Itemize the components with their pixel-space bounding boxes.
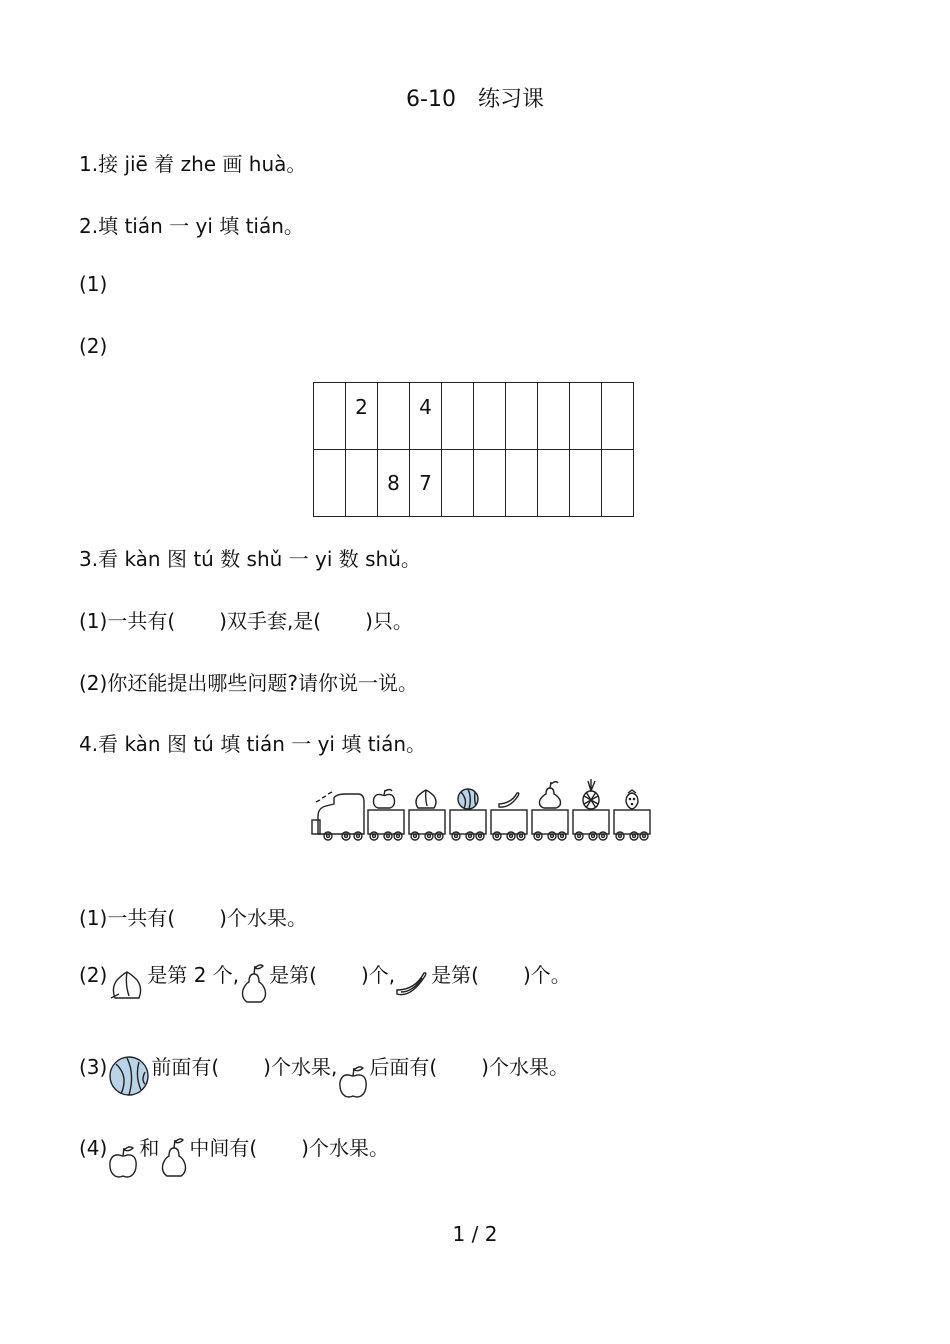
grid-cell[interactable] — [442, 383, 474, 450]
q4-3-text-e: )个水果。 — [481, 1055, 569, 1079]
grid-cell[interactable]: 4 — [410, 383, 442, 450]
train-wagon-icon — [450, 810, 486, 840]
pineapple-icon — [583, 779, 599, 809]
q4-2-text-b: 是第 2 个, — [147, 963, 240, 987]
grid-row-1 — [314, 383, 634, 450]
q4-4-text-c: 中间有( — [189, 1136, 258, 1160]
peach-icon — [416, 790, 436, 808]
q4-4-text-b: 和 — [139, 1136, 160, 1160]
grid-cell[interactable] — [570, 383, 602, 450]
grid-cell[interactable]: 7 — [410, 450, 442, 517]
q4-3-text-b: 前面有( — [151, 1055, 220, 1079]
q4-3-text-a: (3) — [79, 1055, 108, 1079]
page-title: 6-10 练习课 — [406, 87, 544, 112]
apple-icon — [337, 1064, 369, 1098]
question-2-part-2: (2) — [79, 334, 108, 358]
grid-cell[interactable] — [538, 450, 570, 517]
grid-cell[interactable] — [314, 383, 346, 450]
q3-1-text-c: )只。 — [365, 609, 413, 633]
grid-cell[interactable] — [538, 383, 570, 450]
question-3: 3.看 kàn 图 tú 数 shǔ 一 yi 数 shǔ。 — [79, 547, 421, 571]
grid-cell[interactable]: 2 — [346, 383, 378, 450]
question-4-part-1 — [79, 902, 307, 931]
grid-cell[interactable] — [474, 450, 506, 517]
grid-row-2 — [314, 450, 634, 517]
banana-icon — [395, 968, 431, 1004]
train-wagon-icon — [491, 810, 527, 840]
pear-icon — [159, 1136, 189, 1178]
watermelon-icon — [107, 1054, 151, 1098]
grid-cell[interactable] — [602, 383, 634, 450]
grid-cell[interactable] — [442, 450, 474, 517]
grid-cell[interactable] — [506, 450, 538, 517]
q4-4-text-a: (4) — [79, 1136, 108, 1160]
q4-2-text-c: 是第( — [269, 963, 317, 987]
pear-icon — [540, 782, 561, 808]
q3-1-text-a: (1)一共有( — [79, 609, 176, 633]
q4-1-text-b: )个水果。 — [219, 906, 307, 930]
q4-3-text-d: 后面有( — [369, 1055, 438, 1079]
pear-icon — [239, 962, 269, 1004]
question-4-part-2 — [79, 946, 571, 1004]
grid-cell[interactable] — [346, 450, 378, 517]
q4-4-text-d: )个水果。 — [301, 1136, 389, 1160]
grid-cell[interactable] — [602, 450, 634, 517]
grid-cell[interactable] — [314, 450, 346, 517]
q4-2-text-d: )个, — [360, 963, 396, 987]
question-1: 1.接 jiē 着 zhe 画 huà。 — [79, 152, 307, 176]
question-3-part-2: (2)你还能提出哪些问题?请你说一说。 — [79, 671, 418, 695]
question-2-part-1: (1) — [79, 272, 108, 296]
page-number: 1 / 2 — [452, 1222, 498, 1246]
q4-2-text-f: )个。 — [522, 963, 571, 987]
grid-cell[interactable]: 8 — [378, 450, 410, 517]
q3-1-text-b: )双手套,是( — [219, 609, 322, 633]
q4-3-text-c: )个水果, — [263, 1055, 338, 1079]
question-2: 2.填 tián 一 yi 填 tián。 — [79, 214, 304, 238]
number-grid — [313, 382, 634, 517]
grid-cell[interactable] — [570, 450, 602, 517]
watermelon-icon — [458, 789, 478, 809]
train-wagon-icon — [532, 810, 568, 840]
q4-2-text-e: 是第( — [431, 963, 479, 987]
question-4: 4.看 kàn 图 tú 填 tián 一 yi 填 tián。 — [79, 732, 427, 756]
q4-2-text-a: (2) — [79, 963, 108, 987]
train-wagon-icon — [614, 810, 650, 840]
train-wagon-icon — [409, 810, 445, 840]
fruit-train-illustration — [306, 776, 656, 844]
train-wagon-icon — [573, 810, 609, 840]
train-wagon-icon — [368, 810, 404, 840]
strawberry-icon — [626, 790, 638, 809]
question-3-part-1 — [79, 605, 413, 634]
peach-icon — [107, 964, 147, 1004]
train-engine-icon — [312, 792, 364, 840]
apple-icon — [374, 790, 395, 809]
banana-icon — [499, 793, 519, 807]
q4-1-text-a: (1)一共有( — [79, 906, 176, 930]
question-4-part-4 — [79, 1118, 389, 1178]
grid-cell[interactable] — [378, 383, 410, 450]
question-4-part-3 — [79, 1036, 569, 1098]
grid-cell[interactable] — [474, 383, 506, 450]
grid-cell[interactable] — [506, 383, 538, 450]
apple-icon — [107, 1144, 139, 1178]
